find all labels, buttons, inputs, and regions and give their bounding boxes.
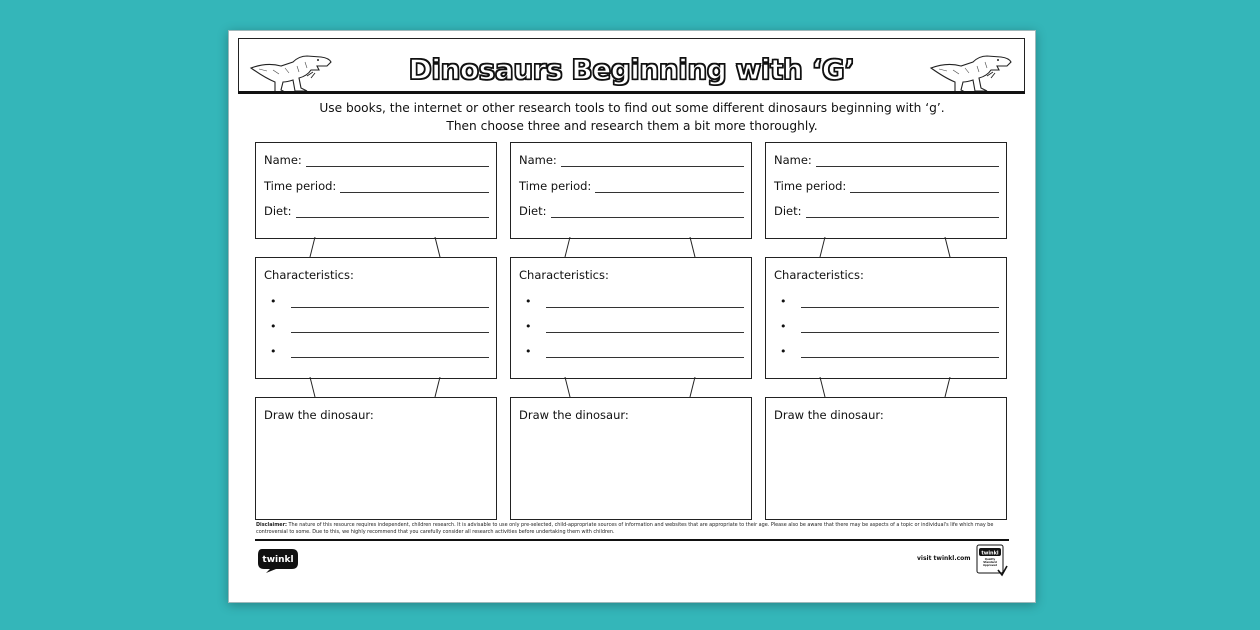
bullet-point: •: [780, 295, 787, 308]
drawing-box[interactable]: [255, 397, 497, 520]
write-line[interactable]: [551, 205, 744, 218]
connector: [255, 237, 495, 257]
bullet-point: •: [780, 345, 787, 358]
write-line[interactable]: [595, 180, 744, 193]
characteristics-label: Characteristics:: [519, 268, 609, 282]
write-line[interactable]: [291, 322, 490, 333]
time-period-field[interactable]: [774, 179, 999, 193]
write-line[interactable]: [546, 347, 745, 358]
write-line[interactable]: [850, 180, 999, 193]
connector: [765, 237, 1005, 257]
characteristics-box: [765, 257, 1007, 379]
bullet-point: •: [780, 320, 787, 333]
twinkl-logo[interactable]: [256, 545, 300, 573]
bullet-point: •: [270, 345, 277, 358]
write-line[interactable]: [291, 347, 490, 358]
drawing-box[interactable]: [765, 397, 1007, 520]
bullet-line[interactable]: [780, 320, 999, 333]
badge-top-text: twinkl: [981, 550, 999, 557]
visit-link[interactable]: visit twinkl.com: [917, 555, 971, 562]
name-field[interactable]: [519, 153, 744, 167]
time-period-label: Time period:: [264, 179, 337, 193]
bullet-point: •: [525, 320, 532, 333]
bullet-point: •: [270, 295, 277, 308]
time-period-label: Time period:: [519, 179, 592, 193]
time-period-field[interactable]: [264, 179, 489, 193]
bullet-point: •: [525, 295, 532, 308]
draw-label: Draw the dinosaur:: [519, 408, 629, 422]
write-line[interactable]: [801, 347, 1000, 358]
time-period-label: Time period:: [774, 179, 847, 193]
drawing-box[interactable]: [510, 397, 752, 520]
diet-label: Diet:: [519, 204, 547, 218]
connector: [765, 377, 1005, 397]
header-divider: [238, 91, 1025, 94]
diet-label: Diet:: [774, 204, 802, 218]
characteristics-label: Characteristics:: [264, 268, 354, 282]
name-label: Name:: [519, 153, 557, 167]
draw-label: Draw the dinosaur:: [774, 408, 884, 422]
footer-divider: [255, 539, 1009, 541]
diet-label: Diet:: [264, 204, 292, 218]
write-line[interactable]: [291, 297, 490, 308]
connector: [255, 377, 495, 397]
time-period-field[interactable]: [519, 179, 744, 193]
bullet-line[interactable]: [270, 320, 489, 333]
page-title: Dinosaurs Beginning with ‘G’: [408, 53, 855, 86]
characteristics-box: [510, 257, 752, 379]
write-line[interactable]: [546, 322, 745, 333]
bullet-point: •: [270, 320, 277, 333]
diet-field[interactable]: [519, 204, 744, 218]
diet-field[interactable]: [264, 204, 489, 218]
logo-text: twinkl: [262, 555, 294, 565]
write-line[interactable]: [806, 205, 999, 218]
name-field[interactable]: [264, 153, 489, 167]
name-label: Name:: [264, 153, 302, 167]
worksheet-page: [228, 30, 1036, 603]
info-box: [510, 142, 752, 239]
draw-label: Draw the dinosaur:: [264, 408, 374, 422]
name-label: Name:: [774, 153, 812, 167]
connector: [510, 237, 750, 257]
characteristics-box: [255, 257, 497, 379]
bullet-line[interactable]: [780, 295, 999, 308]
connector: [510, 377, 750, 397]
write-line[interactable]: [546, 297, 745, 308]
write-line[interactable]: [306, 154, 489, 167]
write-line[interactable]: [340, 180, 489, 193]
disclaimer-text: The nature of this resource requires independent, children research. It is advisable to use only pre-selected, child-appropriate sources of information and websites that are appropriate to their age. Please also be aware that there may be aspects of a topic or individual's life which may be controversial to some. Due to this, we highly recommend that you carefully consider all research activities before undertaking them with children.: [256, 522, 994, 535]
bullet-point: •: [525, 345, 532, 358]
write-line[interactable]: [801, 297, 1000, 308]
instructions: [229, 99, 1035, 135]
bullet-line[interactable]: [270, 345, 489, 358]
characteristics-label: Characteristics:: [774, 268, 864, 282]
bullet-line[interactable]: [270, 295, 489, 308]
t-rex-icon: [927, 48, 1033, 94]
bullet-line[interactable]: [525, 320, 744, 333]
disclaimer-heading: Disclaimer:: [256, 522, 287, 528]
title-banner: [238, 38, 1025, 91]
write-line[interactable]: [816, 154, 999, 167]
instructions-line-1: Use books, the internet or other research tools to find out some different dinosaurs beginning with ‘g’.: [319, 101, 945, 115]
diet-field[interactable]: [774, 204, 999, 218]
write-line[interactable]: [801, 322, 1000, 333]
bullet-line[interactable]: [780, 345, 999, 358]
instructions-line-2: Then choose three and research them a bit more thoroughly.: [446, 119, 818, 133]
disclaimer: [256, 522, 1009, 536]
bullet-line[interactable]: [525, 345, 744, 358]
name-field[interactable]: [774, 153, 999, 167]
info-box: [255, 142, 497, 239]
quality-badge-icon: [976, 544, 1008, 578]
write-line[interactable]: [561, 154, 744, 167]
badge-bottom-text: Quality Standard Approved: [982, 558, 998, 568]
write-line[interactable]: [296, 205, 489, 218]
info-box: [765, 142, 1007, 239]
bullet-line[interactable]: [525, 295, 744, 308]
